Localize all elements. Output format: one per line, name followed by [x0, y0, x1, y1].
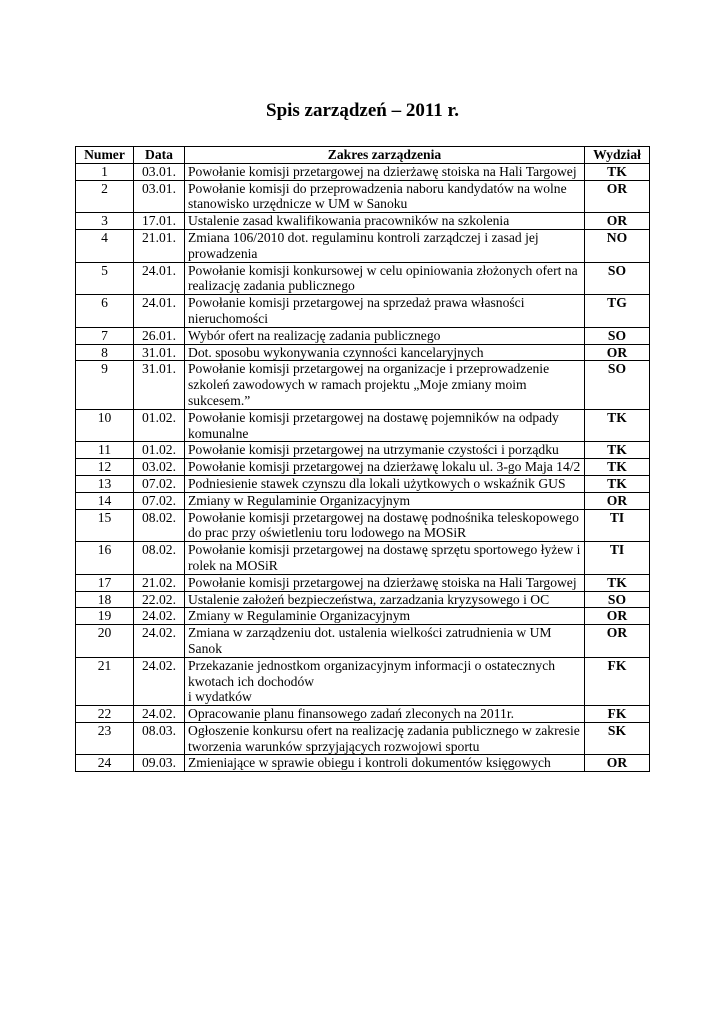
cell-scope: Ustalenie zasad kwalifikowania pracowników na szkolenia [185, 213, 585, 230]
cell-number: 11 [76, 442, 134, 459]
cell-date: 24.02. [134, 657, 185, 705]
cell-department: OR [585, 608, 650, 625]
table-row [76, 657, 650, 705]
cell-number: 5 [76, 262, 134, 295]
table-row [76, 163, 650, 180]
table-row [76, 574, 650, 591]
cell-scope: Zmiana 106/2010 dot. regulaminu kontroli zarządczej i zasad jej prowadzenia [185, 229, 585, 262]
cell-department: OR [585, 344, 650, 361]
cell-department: TG [585, 295, 650, 328]
cell-number: 22 [76, 706, 134, 723]
header-date: Data [134, 147, 185, 164]
cell-date: 26.01. [134, 327, 185, 344]
cell-department: FK [585, 706, 650, 723]
cell-date: 09.03. [134, 755, 185, 772]
cell-date: 07.02. [134, 492, 185, 509]
table-row [76, 344, 650, 361]
cell-date: 03.02. [134, 459, 185, 476]
cell-scope: Ustalenie założeń bezpieczeństwa, zarzadzania kryzysowego i OC [185, 591, 585, 608]
cell-department: TK [585, 459, 650, 476]
cell-date: 31.01. [134, 344, 185, 361]
cell-scope: Zmiana w zarządzeniu dot. ustalenia wielkości zatrudnienia w UM Sanok [185, 625, 585, 658]
cell-number: 2 [76, 180, 134, 213]
cell-number: 21 [76, 657, 134, 705]
cell-department: TK [585, 409, 650, 442]
cell-scope: Powołanie komisji przetargowej na sprzedaż prawa własności nieruchomości [185, 295, 585, 328]
cell-number: 9 [76, 361, 134, 409]
cell-scope: Powołanie komisji do przeprowadzenia naboru kandydatów na wolne stanowisko urzędnicze w UM w Sanoku [185, 180, 585, 213]
cell-scope: Powołanie komisji przetargowej na dostawę sprzętu sportowego łyżew i rolek na MOSiR [185, 542, 585, 575]
ordinances-table [75, 146, 650, 772]
table-row [76, 213, 650, 230]
cell-department: TK [585, 475, 650, 492]
cell-date: 21.01. [134, 229, 185, 262]
cell-number: 19 [76, 608, 134, 625]
cell-date: 08.02. [134, 509, 185, 542]
table-row [76, 361, 650, 409]
cell-number: 13 [76, 475, 134, 492]
table-row [76, 591, 650, 608]
cell-number: 3 [76, 213, 134, 230]
cell-scope: Powołanie komisji przetargowej na dostawę pojemników na odpady komunalne [185, 409, 585, 442]
cell-scope: Powołanie komisji przetargowej na dzierżawę lokalu ul. 3-go Maja 14/2 [185, 459, 585, 476]
table-row [76, 608, 650, 625]
cell-date: 24.02. [134, 706, 185, 723]
table-row [76, 492, 650, 509]
cell-date: 31.01. [134, 361, 185, 409]
cell-department: FK [585, 657, 650, 705]
cell-department: SO [585, 327, 650, 344]
cell-department: SO [585, 262, 650, 295]
cell-date: 01.02. [134, 442, 185, 459]
cell-date: 07.02. [134, 475, 185, 492]
cell-scope: Opracowanie planu finansowego zadań zleconych na 2011r. [185, 706, 585, 723]
cell-scope: Powołanie komisji przetargowej na dzierżawę stoiska na Hali Targowej [185, 574, 585, 591]
table-body [76, 163, 650, 771]
cell-number: 17 [76, 574, 134, 591]
cell-scope: Zmiany w Regulaminie Organizacyjnym [185, 608, 585, 625]
cell-scope: Ogłoszenie konkursu ofert na realizację zadania publicznego w zakresie tworzenia warunków sprzyjających rozwojowi sportu [185, 722, 585, 755]
table-row [76, 475, 650, 492]
cell-department: OR [585, 213, 650, 230]
header-number: Numer [76, 147, 134, 164]
cell-date: 08.03. [134, 722, 185, 755]
table-row [76, 706, 650, 723]
cell-department: OR [585, 492, 650, 509]
table-row [76, 509, 650, 542]
cell-scope: Powołanie komisji przetargowej na organizacje i przeprowadzenie szkoleń zawodowych w ramach projektu „Moje zmiany moim sukcesem.” [185, 361, 585, 409]
header-scope: Zakres zarządzenia [185, 147, 585, 164]
cell-number: 8 [76, 344, 134, 361]
cell-date: 01.02. [134, 409, 185, 442]
table-header-row [76, 147, 650, 164]
cell-scope: Powołanie komisji przetargowej na dzierżawę stoiska na Hali Targowej [185, 163, 585, 180]
cell-department: OR [585, 755, 650, 772]
cell-number: 1 [76, 163, 134, 180]
table-row [76, 262, 650, 295]
cell-department: SO [585, 591, 650, 608]
cell-department: NO [585, 229, 650, 262]
cell-date: 17.01. [134, 213, 185, 230]
cell-scope: Dot. sposobu wykonywania czynności kancelaryjnych [185, 344, 585, 361]
cell-number: 4 [76, 229, 134, 262]
cell-number: 7 [76, 327, 134, 344]
cell-date: 08.02. [134, 542, 185, 575]
table-row [76, 409, 650, 442]
document-title: Spis zarządzeń – 2011 r. [266, 100, 459, 121]
cell-number: 12 [76, 459, 134, 476]
cell-department: TI [585, 542, 650, 575]
cell-department: OR [585, 180, 650, 213]
cell-scope: Przekazanie jednostkom organizacyjnym informacji o ostatecznych kwotach ich dochodów i wydatków [185, 657, 585, 705]
table-row [76, 180, 650, 213]
cell-scope: Powołanie komisji przetargowej na dostawę podnośnika teleskopowego do prac przy oświetleniu toru lodowego na MOSiR [185, 509, 585, 542]
cell-scope: Zmieniające w sprawie obiegu i kontroli dokumentów księgowych [185, 755, 585, 772]
table-row [76, 459, 650, 476]
cell-number: 23 [76, 722, 134, 755]
cell-department: TK [585, 442, 650, 459]
cell-scope: Powołanie komisji przetargowej na utrzymanie czystości i porządku [185, 442, 585, 459]
cell-department: SK [585, 722, 650, 755]
cell-number: 10 [76, 409, 134, 442]
table-row [76, 722, 650, 755]
header-department: Wydział [585, 147, 650, 164]
table-row [76, 625, 650, 658]
cell-department: SO [585, 361, 650, 409]
cell-number: 24 [76, 755, 134, 772]
cell-date: 24.01. [134, 262, 185, 295]
cell-scope: Podniesienie stawek czynszu dla lokali użytkowych o wskaźnik GUS [185, 475, 585, 492]
cell-number: 18 [76, 591, 134, 608]
cell-number: 6 [76, 295, 134, 328]
cell-date: 24.01. [134, 295, 185, 328]
table-row [76, 755, 650, 772]
cell-number: 15 [76, 509, 134, 542]
table-row [76, 295, 650, 328]
cell-number: 16 [76, 542, 134, 575]
cell-department: TI [585, 509, 650, 542]
cell-date: 24.02. [134, 625, 185, 658]
cell-scope: Wybór ofert na realizację zadania publicznego [185, 327, 585, 344]
cell-date: 22.02. [134, 591, 185, 608]
table-row [76, 442, 650, 459]
cell-department: TK [585, 574, 650, 591]
cell-department: TK [585, 163, 650, 180]
cell-date: 21.02. [134, 574, 185, 591]
table-row [76, 229, 650, 262]
table-row [76, 327, 650, 344]
cell-department: OR [585, 625, 650, 658]
cell-date: 03.01. [134, 180, 185, 213]
cell-number: 20 [76, 625, 134, 658]
cell-scope: Powołanie komisji konkursowej w celu opiniowania złożonych ofert na realizację zadania publicznego [185, 262, 585, 295]
cell-date: 03.01. [134, 163, 185, 180]
table-row [76, 542, 650, 575]
cell-date: 24.02. [134, 608, 185, 625]
cell-number: 14 [76, 492, 134, 509]
cell-scope: Zmiany w Regulaminie Organizacyjnym [185, 492, 585, 509]
